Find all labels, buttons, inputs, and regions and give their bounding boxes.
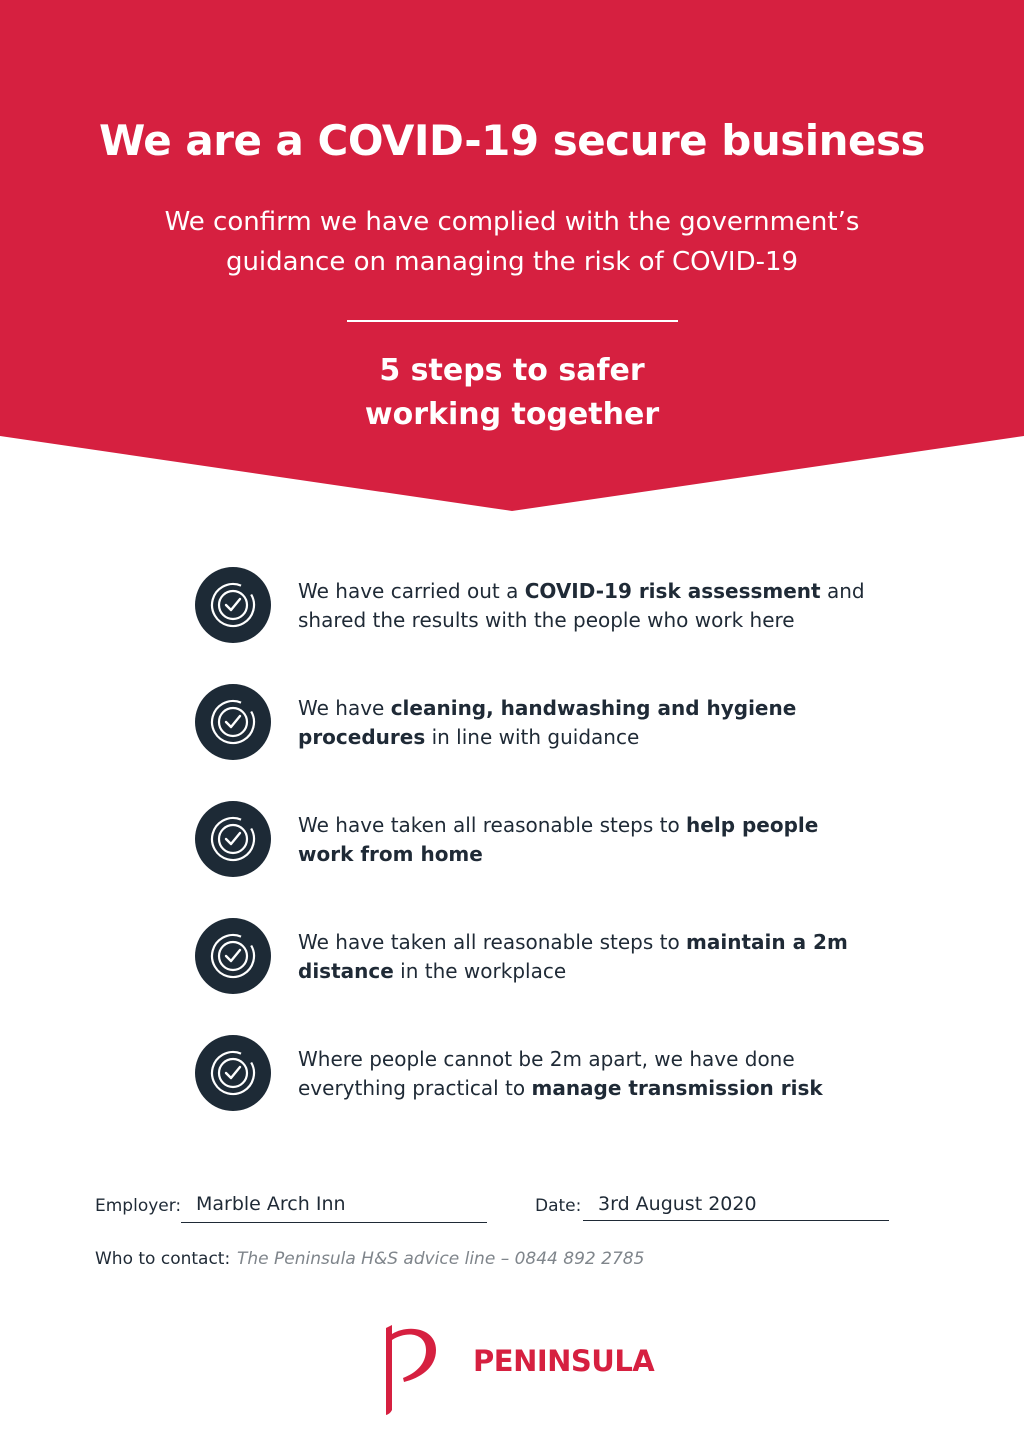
step-item xyxy=(195,801,875,877)
date-underline xyxy=(583,1220,889,1221)
check-circle-icon xyxy=(195,684,271,760)
check-circle-icon xyxy=(195,567,271,643)
check-circle-icon xyxy=(195,801,271,877)
check-circle-icon xyxy=(195,918,271,994)
employer-underline xyxy=(181,1222,487,1223)
step-text: We have cleaning, handwashing and hygiene procedures in line with guidance xyxy=(298,696,797,749)
step-text: Where people cannot be 2m apart, we have done everything practical to manage transmission risk xyxy=(298,1047,823,1100)
employer-label: Employer: xyxy=(95,1196,182,1216)
employer-value: Marble Arch Inn xyxy=(196,1193,346,1215)
steps-heading-line-1: 5 steps to safer xyxy=(379,353,645,388)
peninsula-p-logo-icon xyxy=(378,1322,442,1416)
step-text: We have taken all reasonable steps to help people work from home xyxy=(298,813,819,866)
steps-heading-line-2: working together xyxy=(364,397,660,432)
compliance-statement-line-2: guidance on managing the risk of COVID-19 xyxy=(225,247,799,277)
step-item xyxy=(195,567,875,643)
step-item xyxy=(195,684,875,760)
step-text: We have carried out a COVID-19 risk assessment and shared the results with the people who work here xyxy=(298,579,865,632)
header-divider xyxy=(347,320,678,322)
contact-value: The Peninsula H&S advice line – 0844 892 2785 xyxy=(237,1249,645,1269)
date-value: 3rd August 2020 xyxy=(598,1193,757,1215)
date-label: Date: xyxy=(535,1196,582,1216)
peninsula-wordmark: PENINSULA xyxy=(473,1344,655,1378)
step-text: We have taken all reasonable steps to maintain a 2m distance in the workplace xyxy=(298,930,848,983)
step-item xyxy=(195,1035,875,1111)
compliance-statement-line-1: We confirm we have complied with the government’s xyxy=(164,207,860,237)
compliance-statement xyxy=(112,202,912,282)
page-title: We are a COVID-19 secure business xyxy=(98,116,926,165)
steps-heading xyxy=(262,349,762,437)
check-circle-icon xyxy=(195,1035,271,1111)
step-item xyxy=(195,918,875,994)
contact-label: Who to contact: xyxy=(95,1249,231,1269)
